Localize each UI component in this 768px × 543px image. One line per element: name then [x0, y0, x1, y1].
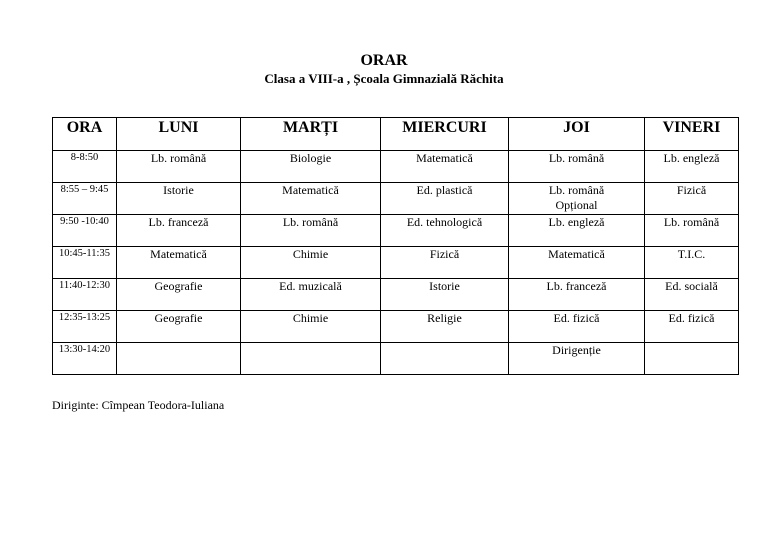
- subject-cell: [645, 247, 739, 279]
- subject-label: Istorie: [429, 279, 460, 293]
- subject-label: Matematică: [416, 151, 473, 165]
- subject-label: Lb. română: [282, 215, 339, 229]
- table-row: [53, 247, 739, 279]
- subject-label: Matematică: [548, 247, 605, 261]
- subject-cell: [509, 279, 645, 311]
- subject-cell: [509, 247, 645, 279]
- subject-cell: [645, 343, 739, 375]
- subject-cell: [645, 183, 739, 215]
- subject-label: Ed. tehnologică: [406, 215, 483, 229]
- subject-cell: [117, 183, 241, 215]
- subject-label: Ed. muzicală: [279, 279, 342, 293]
- subject-label: Chimie: [292, 247, 329, 261]
- subject-cell: [241, 343, 381, 375]
- subject-label: Matematică: [150, 247, 207, 261]
- subject-cell: [117, 343, 241, 375]
- subject-label: Istorie: [163, 183, 194, 197]
- subject-cell: [645, 151, 739, 183]
- table-row: [53, 311, 739, 343]
- subject-label: Ed. fizică: [553, 311, 600, 325]
- subject-label: Lb. franceză: [148, 215, 209, 229]
- subject-label: Lb. română: [548, 151, 605, 165]
- subject-cell: [509, 183, 645, 215]
- subject-cell: [117, 311, 241, 343]
- table-header-row: [53, 118, 739, 151]
- subject-cell: [381, 279, 509, 311]
- header-marti: MARȚI: [241, 118, 381, 151]
- header-miercuri: MIERCURI: [381, 118, 509, 151]
- subject-cell: [509, 151, 645, 183]
- subject-label: Chimie: [292, 311, 329, 325]
- document-title: ORAR: [360, 52, 408, 69]
- time-slot-cell: 8-8:50: [53, 151, 117, 183]
- subject-cell: [509, 311, 645, 343]
- time-slot-cell: 9:50 -10:40: [53, 215, 117, 247]
- table-row: [53, 151, 739, 183]
- subject-label: Lb. română: [150, 151, 207, 165]
- subject-cell: [381, 183, 509, 215]
- table-row: [53, 215, 739, 247]
- subject-label: Geografie: [154, 311, 203, 325]
- table-row: [53, 343, 739, 375]
- homeroom-teacher: Diriginte: Cîmpean Teodora-Iuliana: [52, 398, 225, 412]
- header-vineri: VINERI: [645, 118, 739, 151]
- subject-cell: [241, 183, 381, 215]
- subject-label: Lb. română Opțional: [548, 183, 605, 212]
- subject-cell: [241, 311, 381, 343]
- subject-label: Religie: [427, 311, 462, 325]
- subject-cell: [509, 343, 645, 375]
- time-slot-cell: 12:35-13:25: [53, 311, 117, 343]
- table-row: [53, 183, 739, 215]
- subject-label: Lb. română: [663, 215, 720, 229]
- subject-label: T.I.C.: [677, 247, 706, 261]
- subject-cell: [381, 247, 509, 279]
- schedule-table: [52, 117, 739, 375]
- subject-cell: [117, 151, 241, 183]
- subject-cell: [117, 215, 241, 247]
- subject-label: Lb. engleză: [663, 151, 720, 165]
- subject-label: Lb. engleză: [548, 215, 605, 229]
- subject-label: Fizică: [429, 247, 460, 261]
- subject-cell: [381, 215, 509, 247]
- subject-label: Matematică: [282, 183, 339, 197]
- table-row: [53, 279, 739, 311]
- subject-label: Ed. plastică: [416, 183, 473, 197]
- time-slot-cell: 11:40-12:30: [53, 279, 117, 311]
- subject-label: Biologie: [289, 151, 332, 165]
- header-ora: ORA: [53, 118, 117, 151]
- subject-cell: [241, 247, 381, 279]
- subject-cell: [381, 343, 509, 375]
- subject-cell: [381, 151, 509, 183]
- subject-label: Ed. socială: [665, 279, 718, 293]
- subject-cell: [117, 279, 241, 311]
- subject-cell: [241, 151, 381, 183]
- subject-cell: [241, 215, 381, 247]
- subject-cell: [381, 311, 509, 343]
- subject-cell: [241, 279, 381, 311]
- time-slot-cell: 8:55 – 9:45: [53, 183, 117, 215]
- subject-cell: [509, 215, 645, 247]
- subject-cell: [645, 279, 739, 311]
- subject-cell: [645, 311, 739, 343]
- header-luni: LUNI: [117, 118, 241, 151]
- time-slot-cell: 10:45-11:35: [53, 247, 117, 279]
- header-joi: JOI: [509, 118, 645, 151]
- subject-label: Fizică: [676, 183, 707, 197]
- subject-cell: [117, 247, 241, 279]
- subject-label: Dirigenție: [552, 343, 601, 357]
- subject-label: Geografie: [154, 279, 203, 293]
- time-slot-cell: 13:30-14:20: [53, 343, 117, 375]
- subject-cell: [645, 215, 739, 247]
- document-subtitle: Clasa a VIII-a , Școala Gimnazială Răchita: [264, 71, 504, 86]
- subject-label: Ed. fizică: [668, 311, 715, 325]
- subject-label: Lb. franceză: [546, 279, 607, 293]
